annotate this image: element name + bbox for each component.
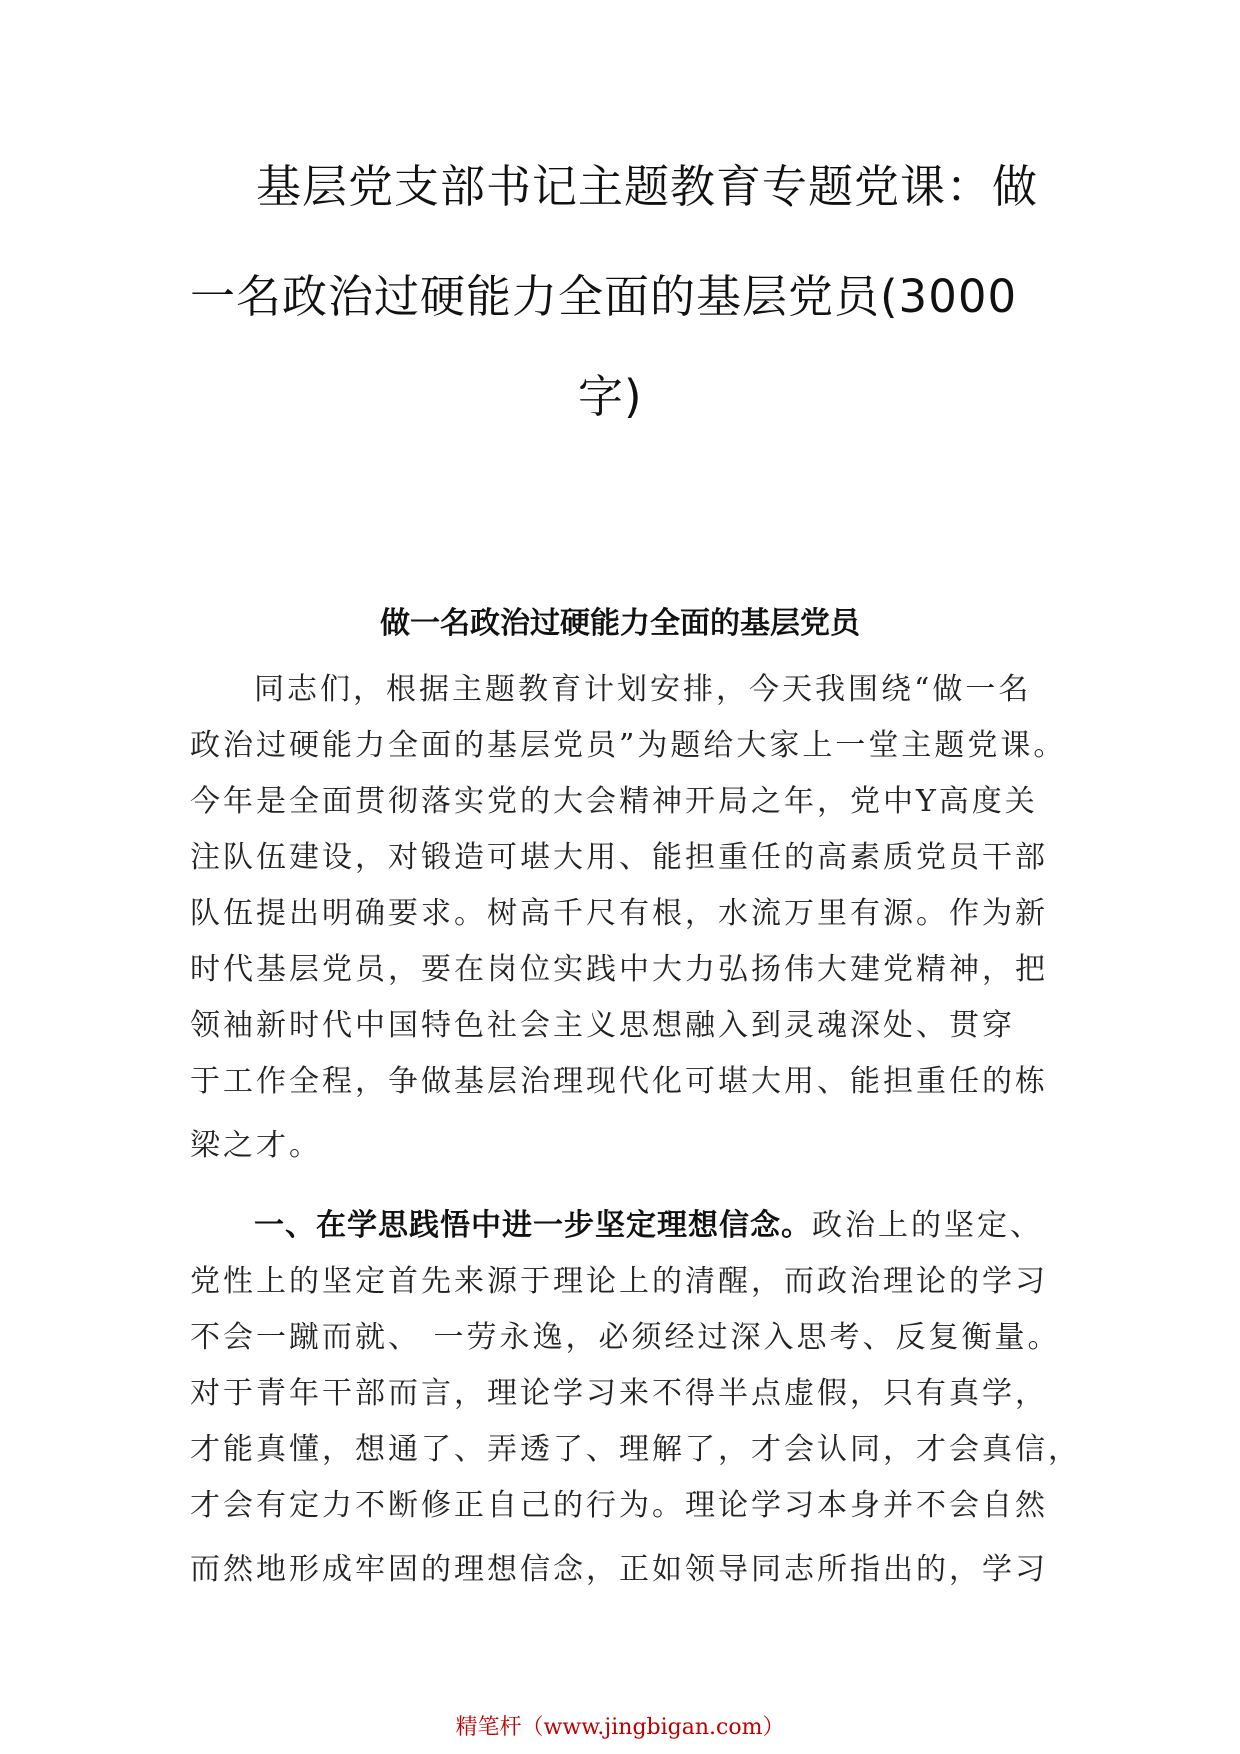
paragraph-line: 注队伍建设，对锻造可堪大用、能担重任的高素质党员干部: [190, 840, 1048, 875]
paragraph-line: 于工作全程，争做基层治理现代化可堪大用、能担重任的栋: [190, 1064, 1048, 1099]
paragraph-line: 梁之才。: [190, 1128, 322, 1163]
section-heading: 一、在学思践悟中进一步坚定理想信念。: [254, 1208, 812, 1243]
paragraph-line: 才会有定力不断修正自己的行为。理论学习本身并不会自然: [190, 1488, 1048, 1523]
paragraph-heading-line: [254, 1200, 1043, 1244]
paragraph-line: 同志们，根据主题教育计划安排，今天我围绕“做一名: [254, 672, 1032, 707]
footer-watermark: 精笔杆（www.jingbigan.com）: [455, 1715, 785, 1740]
paragraph-line: 政治过硬能力全面的基层党员”为题给大家上一堂主题党课。: [190, 728, 1067, 763]
document-title-line-2: 一名政治过硬能力全面的基层党员(3000: [190, 270, 1018, 323]
paragraph-line: 领袖新时代中国特色社会主义思想融入到灵魂深处、贯穿: [190, 1008, 1015, 1043]
paragraph-line: 不会一蹴而就、 一劳永逸，必须经过深入思考、反复衡量。: [190, 1320, 1061, 1355]
paragraph-line: 队伍提出明确要求。树高千尺有根，水流万里有源。作为新: [190, 896, 1048, 931]
paragraph-line: 时代基层党员，要在岗位实践中大力弘扬伟大建党精神，把: [190, 952, 1048, 987]
document-title-line-3: 字): [578, 370, 643, 423]
paragraph-line: 党性上的坚定首先来源于理论上的清醒，而政治理论的学习: [190, 1264, 1048, 1299]
heading-line-rest: 政治上的坚定、: [812, 1208, 1043, 1243]
paragraph-line: 才能真懂，想通了、弄透了、理解了，才会认同，才会真信，: [190, 1432, 1081, 1467]
paragraph-line: 对于青年干部而言，理论学习来不得半点虚假，只有真学，: [190, 1376, 1048, 1411]
section-title: 做一名政治过硬能力全面的基层党员: [380, 606, 860, 641]
paragraph-line: 而然地形成牢固的理想信念，正如领导同志所指出的，学习: [190, 1552, 1048, 1587]
document-title-line-1: 基层党支部书记主题教育专题党课：做: [256, 160, 1039, 213]
paragraph-line: 今年是全面贯彻落实党的大会精神开局之年，党中Y高度关: [190, 784, 1038, 819]
